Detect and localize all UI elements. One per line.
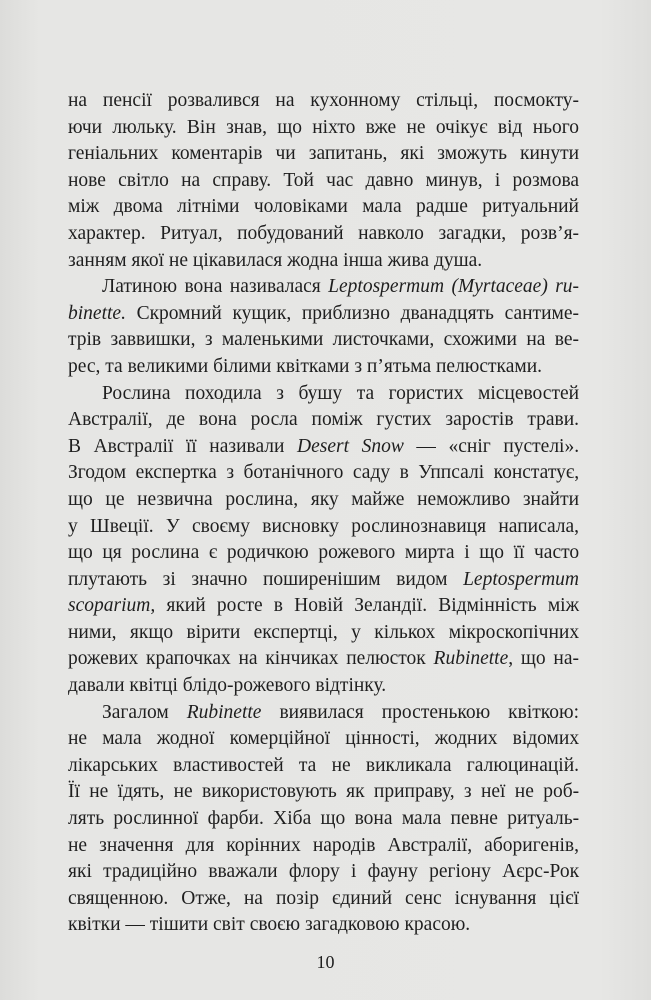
word: Відмінність (438, 595, 537, 617)
text-line (68, 354, 579, 381)
word: властивостей (173, 754, 284, 776)
word: констатує, (493, 462, 580, 484)
word: значення (99, 834, 174, 856)
word: занням (68, 249, 127, 271)
word: у (68, 515, 78, 537)
word: які (400, 143, 425, 165)
word: на (68, 90, 88, 111)
word: Він (186, 116, 216, 138)
word: не (168, 249, 189, 271)
word: лікарських (68, 754, 158, 776)
word: , (508, 648, 514, 670)
word: пелюстками. (435, 355, 543, 377)
word: і (494, 169, 501, 191)
word: з (226, 462, 235, 484)
word: і (350, 861, 357, 883)
italic-word: ru- (555, 276, 580, 298)
word: експертка (135, 462, 217, 484)
word: від (497, 116, 523, 138)
word: не (331, 754, 351, 776)
text-line (68, 248, 579, 275)
word: Той (283, 169, 314, 191)
word: не (68, 834, 88, 856)
word: інша (343, 249, 383, 271)
text-line (68, 540, 579, 567)
word: що (520, 648, 546, 670)
text-line (68, 726, 579, 753)
word: дванадцять (400, 302, 494, 324)
word: Аєрс-Рок (502, 861, 580, 883)
text-line (68, 806, 579, 833)
word: її (513, 542, 525, 564)
text-line (68, 460, 579, 487)
italic-word: Snow (361, 435, 404, 457)
word: які (68, 861, 92, 883)
word: «сніг (448, 435, 491, 457)
word: мала (102, 728, 142, 750)
text-line (68, 646, 579, 673)
word: Хіба (273, 808, 312, 830)
word: є (208, 542, 218, 564)
word: вона (354, 808, 393, 830)
word: з (354, 355, 363, 377)
word: рослинної (113, 808, 199, 830)
word: кинути (520, 143, 580, 165)
word: на (526, 329, 546, 351)
word: ніхто (312, 116, 356, 138)
word: В (68, 435, 82, 457)
word: Згодом (68, 462, 127, 484)
word: не (173, 781, 193, 803)
word: ботанічного (243, 462, 344, 484)
word: геніальних (68, 143, 159, 165)
word: гористих (388, 382, 464, 404)
word: викликала (365, 754, 452, 776)
word: називалася (229, 276, 321, 298)
word: між (547, 595, 580, 617)
word: люльку. (112, 116, 177, 138)
word: кількох (374, 621, 436, 643)
word: чи (275, 143, 296, 165)
word: заростів (445, 409, 514, 431)
word: де (166, 409, 186, 431)
word: радше (415, 196, 468, 218)
word: кінчиках (265, 648, 339, 670)
word: заввишки, (110, 329, 196, 351)
word: Зеландії. (354, 595, 428, 617)
word: блідо-рожевого (182, 675, 311, 697)
word: ючи (68, 116, 103, 138)
text-line (68, 859, 579, 886)
word: рожевого (318, 542, 396, 564)
text-line (68, 115, 579, 142)
word: використовують (202, 781, 337, 803)
word: який (166, 595, 206, 617)
word: коментарів (171, 143, 263, 165)
word: своєму (192, 515, 250, 537)
text-line (68, 327, 579, 354)
word: Австралії (93, 435, 174, 457)
word: ритуаль- (507, 808, 580, 830)
word: в (273, 595, 284, 617)
word: з (463, 781, 472, 803)
word: світло (118, 169, 169, 191)
word: жодних (434, 728, 498, 750)
word: пустелі». (503, 435, 580, 457)
word: побудований (237, 222, 344, 244)
word: ве- (554, 329, 580, 351)
word: виявилася (279, 701, 364, 723)
text-line (68, 833, 579, 860)
word: душа. (433, 249, 483, 271)
word: жодна (287, 249, 339, 271)
word: зі (162, 568, 176, 590)
word: на- (553, 648, 579, 670)
text-line (68, 567, 579, 594)
word: відтінку. (315, 675, 387, 697)
word: ритуальний (482, 196, 579, 218)
word: плутають (68, 568, 148, 590)
text-line (68, 593, 579, 620)
word: своєю (249, 914, 301, 936)
word: знайти (522, 488, 580, 510)
word: мала (362, 196, 402, 218)
text-line (68, 274, 579, 301)
word: на (181, 169, 201, 191)
word: Отже, (181, 887, 231, 909)
word: приправу, (373, 781, 455, 803)
word: — (416, 435, 436, 457)
word: Австралії, (68, 409, 153, 431)
word: часто (534, 542, 580, 564)
word: нове (68, 169, 106, 191)
word: тішити (149, 914, 209, 936)
word: фауну (367, 861, 418, 883)
word: комерційної (229, 728, 331, 750)
word: нього (532, 116, 580, 138)
word: розв’я- (520, 222, 580, 244)
word: росла (250, 409, 298, 431)
word: роб- (543, 781, 580, 803)
text-line (68, 886, 579, 913)
word: Рослина (102, 382, 171, 404)
word: неможливо (417, 488, 511, 510)
word: священною. (68, 887, 169, 909)
word: красою. (404, 914, 471, 936)
word: справу. (212, 169, 272, 191)
word: листочками, (332, 329, 435, 351)
word: цієї (549, 887, 579, 909)
word: загадки, (438, 222, 507, 244)
word: росте (216, 595, 263, 617)
word: посмокту- (493, 90, 580, 111)
italic-word: binette. (68, 302, 126, 324)
word: та (356, 382, 375, 404)
word: ними, (68, 621, 117, 643)
italic-word: scoparium, (68, 595, 156, 617)
word: поміж (311, 409, 363, 431)
page-number: 10 (316, 952, 335, 972)
word: експертці, (253, 621, 338, 643)
word: на (243, 887, 263, 909)
text-line (68, 487, 579, 514)
word: лять (68, 808, 105, 830)
word: маленькими (221, 329, 324, 351)
word: жива (387, 249, 430, 271)
word: яку (310, 488, 339, 510)
word: Австралії, (387, 834, 473, 856)
word: приблизно (301, 302, 390, 324)
word: розвалився (167, 90, 260, 111)
word: рослина (131, 542, 200, 564)
word: місцевостей (477, 382, 580, 404)
word: в (399, 462, 409, 484)
word: з (276, 382, 284, 404)
word: якої (131, 249, 165, 271)
italic-word: Leptospermum (463, 568, 579, 590)
word: Загалом (102, 701, 169, 723)
word: густих (376, 409, 432, 431)
word: рес, (68, 355, 101, 377)
word: галюцинацій. (466, 754, 580, 776)
word: відомих (512, 728, 580, 750)
word: єдиний (332, 887, 393, 909)
word: мала (401, 808, 442, 830)
word: трави. (527, 409, 580, 431)
text-line (68, 779, 579, 806)
word: що (68, 542, 93, 564)
word: називали (209, 435, 285, 457)
word: стільці, (416, 90, 479, 111)
word: кущик, (232, 302, 292, 324)
word: — (125, 914, 145, 936)
word: поширенішим (262, 568, 381, 590)
text-line (68, 620, 579, 647)
text-line (68, 194, 579, 221)
word: літніми (177, 196, 240, 218)
word: не (89, 781, 109, 803)
word: п’ятьма (366, 355, 432, 377)
word: висновку (262, 515, 339, 537)
word: сантиме- (504, 302, 580, 324)
word: квіткою: (508, 701, 579, 723)
italic-word: Leptospermum (328, 276, 445, 298)
text-line (68, 753, 579, 780)
word: родичкою (226, 542, 309, 564)
italic-word: Rubinette (186, 701, 262, 723)
word: схожими (443, 329, 517, 351)
word: це (105, 488, 125, 510)
word: на (238, 648, 258, 670)
word: пенсії (102, 90, 152, 111)
word: мирта (404, 542, 455, 564)
word: пелюсток (346, 648, 426, 670)
word: Уппсалі (418, 462, 485, 484)
word: цікавилася (192, 249, 283, 271)
word: бушу (298, 382, 343, 404)
word: кухонному (310, 90, 401, 111)
word: та (298, 754, 317, 776)
word: сенс (405, 887, 442, 909)
word: незвична (137, 488, 213, 510)
italic-word: (Myrtaceae) (451, 276, 548, 298)
word: вже (365, 116, 397, 138)
word: майже (351, 488, 405, 510)
text-line (68, 381, 579, 408)
word: вважали (208, 861, 278, 883)
word: їдять, (117, 781, 165, 803)
word: та (105, 355, 123, 377)
word: рожевих (68, 648, 139, 670)
word: давали (68, 675, 125, 697)
text-line (68, 221, 579, 248)
text-line (68, 514, 579, 541)
text-line (68, 301, 579, 328)
word: на (275, 90, 295, 111)
word: Латиною (102, 276, 178, 298)
word: походила (185, 382, 262, 404)
word: аборигенів, (484, 834, 580, 856)
body-text (68, 88, 579, 939)
word: позір (275, 887, 320, 909)
word: що (479, 542, 504, 564)
word: трів (68, 329, 102, 351)
word: фарби. (207, 808, 264, 830)
text-line (68, 168, 579, 195)
word: квітками (276, 355, 350, 377)
word: Скромний (136, 302, 222, 324)
word: існування (454, 887, 537, 909)
word: квітки (68, 914, 121, 936)
word: написала, (498, 515, 580, 537)
word: неї (480, 781, 506, 803)
word: народів (312, 834, 376, 856)
word: Швеції. (90, 515, 154, 537)
word: з (204, 329, 213, 351)
word: давно (365, 169, 414, 191)
word: мікроскопічних (448, 621, 580, 643)
word: між (68, 196, 100, 218)
word: як (346, 781, 365, 803)
word: значно (191, 568, 248, 590)
word: двома (113, 196, 163, 218)
italic-word: Rubinette (433, 648, 509, 670)
word: видом (396, 568, 448, 590)
word: цінності, (345, 728, 420, 750)
word: час (326, 169, 354, 191)
word: якщо (129, 621, 174, 643)
word: запитань, (308, 143, 388, 165)
word: що (277, 116, 302, 138)
word: певне (450, 808, 498, 830)
word: флору (288, 861, 340, 883)
word: що (320, 808, 346, 830)
word: традиційно (103, 861, 198, 883)
word: Новій (294, 595, 344, 617)
word: великими (127, 355, 209, 377)
word: не (68, 728, 88, 750)
word: що (68, 488, 93, 510)
text-line (68, 141, 579, 168)
text-line (68, 88, 579, 115)
word: розмова (512, 169, 580, 191)
word: у (351, 621, 361, 643)
word: корінних (226, 834, 301, 856)
word: жодної (156, 728, 215, 750)
text-line (68, 407, 579, 434)
word: не (406, 116, 426, 138)
word: навколо (358, 222, 424, 244)
word: її (185, 435, 197, 457)
word: знав, (226, 116, 267, 138)
word: світ (213, 914, 245, 936)
word: вона (184, 276, 223, 298)
word: квітці (129, 675, 178, 697)
word: саду (352, 462, 391, 484)
word: Ритуал, (160, 222, 223, 244)
text-line (68, 673, 579, 700)
word: очікує (435, 116, 488, 138)
word: не (514, 781, 534, 803)
word: зможуть (437, 143, 507, 165)
word: рослина, (225, 488, 299, 510)
text-line (68, 700, 579, 727)
word: чоловіками (253, 196, 348, 218)
word: простенькою (381, 701, 491, 723)
word: загадковою (305, 914, 400, 936)
word: і (464, 542, 470, 564)
italic-word: Desert (297, 435, 350, 457)
word: крапочках (146, 648, 231, 670)
word: регіону (429, 861, 491, 883)
word: білими (213, 355, 272, 377)
text-line (68, 912, 579, 939)
word: характер. (68, 222, 146, 244)
word: ця (102, 542, 122, 564)
text-line (68, 434, 579, 461)
word: вірити (186, 621, 241, 643)
word: У (165, 515, 180, 537)
word: рослинознавиця (351, 515, 487, 537)
word: для (185, 834, 215, 856)
word: Її (68, 781, 80, 803)
word: вона (198, 409, 237, 431)
word: минув, (425, 169, 483, 191)
